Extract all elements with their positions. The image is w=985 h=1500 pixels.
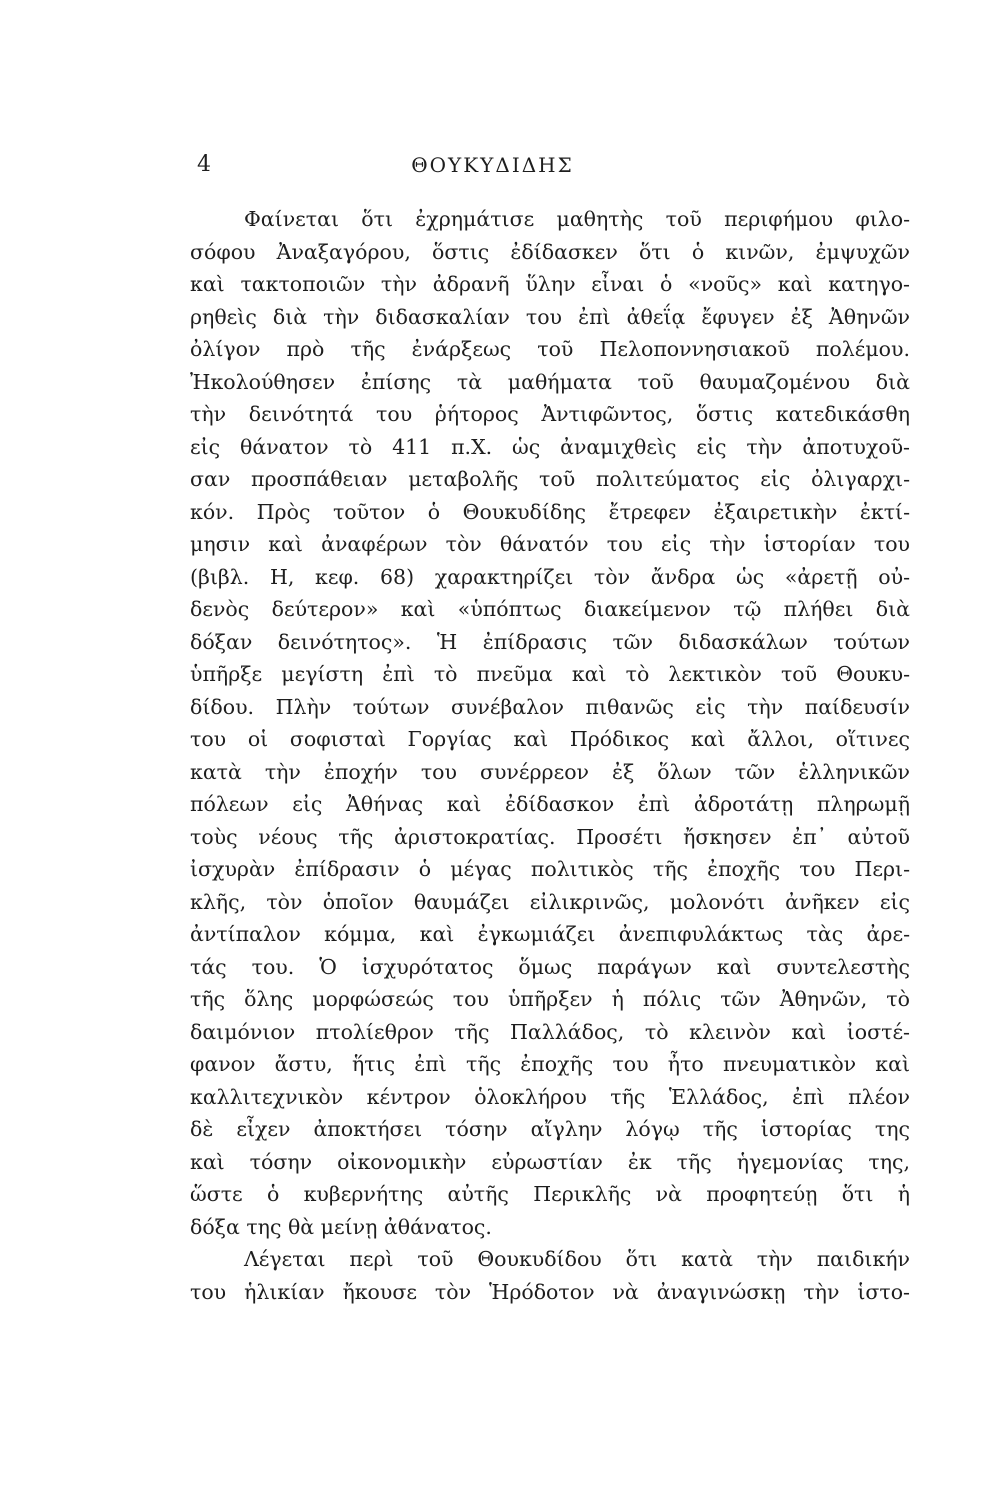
text-line: δὲ εἶχεν ἀποκτήσει τόσην αἴγλην λόγῳ τῆς ἱστορίας της [190, 1117, 910, 1141]
text-line: καὶ τακτοποιῶν τὴν ἀδρανῆ ὕλην εἶναι ὁ «νοῦς» καὶ κατηγο- [190, 272, 910, 296]
text-line: (βιβλ. Η, κεφ. 68) χαρακτηρίζει τὸν ἄνδρα ὡς «ἀρετῇ οὐ- [190, 564, 910, 589]
text-line: ἰσχυρὰν ἐπίδρασιν ὁ μέγας πολιτικὸς τῆς ἐποχῆς του Περι- [190, 857, 910, 881]
text-line: δόξα της θὰ μείνῃ ἀθάνατος. [190, 1214, 492, 1239]
text-line: ἀντίπαλον κόμμα, καὶ ἐγκωμιάζει ἀνεπιφυλάκτως τὰς ἀρε- [190, 922, 910, 946]
text-line: πόλεων εἰς Ἀθήνας καὶ ἐδίδασκον ἐπὶ ἀδροτάτῃ πληρωμῇ [190, 792, 910, 816]
text-line: Λέγεται περὶ τοῦ Θουκυδίδου ὅτι κατὰ τὴν παιδικήν [244, 1247, 910, 1271]
text-line: κατὰ τὴν ἐποχήν του συνέρρεον ἐξ ὅλων τῶν ἑλληνικῶν [190, 759, 910, 784]
text-line: σαν προσπάθειαν μεταβολῆς τοῦ πολιτεύματος εἰς ὀλιγαρχι- [190, 467, 910, 491]
paragraph [190, 1243, 910, 1308]
text-line: ὑπῆρξε μεγίστη ἐπὶ τὸ πνεῦμα καὶ τὸ λεκτικὸν τοῦ Θουκυ- [190, 662, 910, 686]
text-line: τάς του. Ὁ ἰσχυρότατος ὅμως παράγων καὶ συντελεστὴς [190, 954, 910, 979]
paragraph [190, 203, 910, 1243]
running-head [0, 150, 985, 180]
text-line: δενὸς δεύτερον» καὶ «ὑπόπτως διακείμενον τῷ πλήθει διὰ [190, 597, 910, 621]
text-line: ρηθεὶς διὰ τὴν διδασκαλίαν του ἐπὶ ἀθεΐᾳ ἔφυγεν ἐξ Ἀθηνῶν [190, 304, 910, 329]
text-line: του ἡλικίαν ἤκουσε τὸν Ἡρόδοτον νὰ ἀναγινώσκῃ τὴν ἱστο- [190, 1279, 910, 1304]
text-line: Ἠκολούθησεν ἐπίσης τὰ μαθήματα τοῦ θαυμαζομένου διὰ [190, 369, 910, 394]
page-number: 4 [197, 152, 211, 177]
text-line: φανον ἄστυ, ἥτις ἐπὶ τῆς ἐποχῆς του ἦτο πνευματικὸν καὶ [190, 1052, 910, 1076]
text-line: δόξαν δεινότητος». Ἡ ἐπίδρασις τῶν διδασκάλων τούτων [190, 629, 910, 654]
text-line: εἰς θάνατον τὸ 411 π.Χ. ὡς ἀναμιχθεὶς εἰς τὴν ἀποτυχοῦ- [190, 434, 910, 459]
text-line: Φαίνεται ὅτι ἐχρημάτισε μαθητὴς τοῦ περιφήμου φιλο- [244, 207, 910, 231]
text-line: δαιμόνιον πτολίεθρον τῆς Παλλάδος, τὸ κλεινὸν καὶ ἰοστέ- [190, 1019, 910, 1044]
text-line: καλλιτεχνικὸν κέντρον ὁλοκλήρου τῆς Ἑλλάδος, ἐπὶ πλέον [190, 1084, 910, 1109]
text-line: τοὺς νέους τῆς ἀριστοκρατίας. Προσέτι ἤσκησεν ἐπ᾽ αὐτοῦ [190, 824, 910, 849]
text-line: τὴν δεινότητά του ῥήτορος Ἀντιφῶντος, ὅστις κατεδικάσθη [190, 402, 910, 426]
text-line: δίδου. Πλὴν τούτων συνέβαλον πιθανῶς εἰς τὴν παίδευσίν [190, 694, 910, 719]
body-text [190, 203, 910, 1308]
text-line: τῆς ὅλης μορφώσεώς του ὑπῆρξεν ἡ πόλις τῶν Ἀθηνῶν, τὸ [190, 987, 910, 1011]
text-line: του οἱ σοφισταὶ Γοργίας καὶ Πρόδικος καὶ ἄλλοι, οἵτινες [190, 727, 910, 751]
text-line: καὶ τόσην οἰκονομικὴν εὐρωστίαν ἐκ τῆς ἡγεμονίας της, [190, 1149, 910, 1174]
running-title: ΘΟΥΚΥΔΙΔΗΣ [411, 153, 574, 177]
text-line: ὥστε ὁ κυβερνήτης αὐτῆς Περικλῆς νὰ προφητεύῃ ὅτι ἡ [190, 1182, 910, 1206]
text-line: κλῆς, τὸν ὁποῖον θαυμάζει εἰλικρινῶς, μολονότι ἀνῆκεν εἰς [190, 889, 910, 914]
text-line: σόφου Ἀναξαγόρου, ὅστις ἐδίδασκεν ὅτι ὁ κινῶν, ἐμψυχῶν [190, 239, 910, 264]
text-line: κόν. Πρὸς τοῦτον ὁ Θουκυδίδης ἔτρεφεν ἐξαιρετικὴν ἐκτί- [190, 499, 910, 524]
text-line: ὀλίγον πρὸ τῆς ἐνάρξεως τοῦ Πελοποννησιακοῦ πολέμου. [190, 337, 910, 361]
text-line: μησιν καὶ ἀναφέρων τὸν θάνατόν του εἰς τὴν ἱστορίαν του [190, 532, 910, 556]
